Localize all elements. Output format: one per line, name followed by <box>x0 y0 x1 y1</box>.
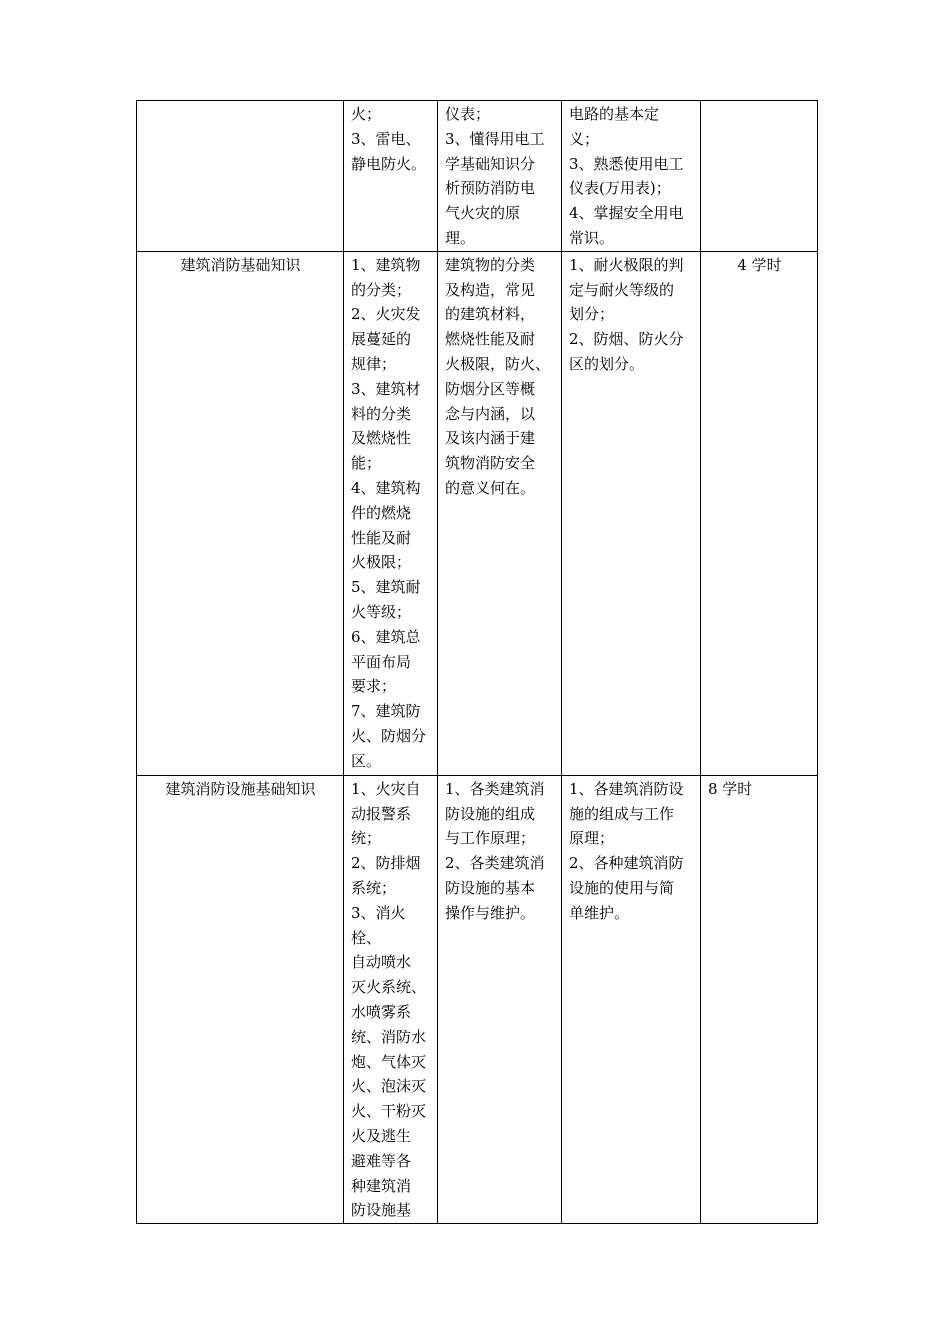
knowledge-cell: 建筑物的分类 及构造，常见 的建筑材料， 燃烧性能及耐 火极限，防火、 防烟分区等概 念与内涵，以 及该内涵于建 筑物消防安全 的意义何在。 <box>438 251 562 775</box>
skills-cell: 电路的基本定 义； 3、熟悉使用电工 仪表(万用表)； 4、掌握安全用电 常识。 <box>562 101 701 252</box>
skills-cell: 1、耐火极限的判 定与耐火等级的 划分； 2、防烟、防火分 区的划分。 <box>562 251 701 775</box>
topic-cell <box>137 101 344 252</box>
table-row <box>137 101 818 252</box>
hours-cell: 4 学时 <box>701 251 818 775</box>
content-cell: 火； 3、雷电、 静电防火。 <box>344 101 438 252</box>
content-cell: 1、建筑物 的分类； 2、火灾发 展蔓延的 规律； 3、建筑材 料的分类 及燃烧性 能； 4、建筑构 件的燃烧 性能及耐 火极限； 5、建筑耐 火等级； 6、建筑总 平面布局 要求； 7、建筑防 火、防烟分 区。 <box>344 251 438 775</box>
content-cell: 1、火灾自 动报警系 统； 2、防排烟 系统； 3、消火栓、 自动喷水 灭火系统、 水喷雾系 统、消防水 炮、气体灭 火、泡沫灭 火、干粉灭 火及逃生 避难等各 种建筑消 防设施基 <box>344 775 438 1223</box>
skills-cell: 1、各建筑消防设 施的组成与工作 原理； 2、各种建筑消防 设施的使用与简 单维护。 <box>562 775 701 1223</box>
hours-cell: 8 学时 <box>701 775 818 1223</box>
knowledge-cell: 1、各类建筑消 防设施的组成 与工作原理； 2、各类建筑消 防设施的基本 操作与维护。 <box>438 775 562 1223</box>
table-row <box>137 775 818 1223</box>
knowledge-cell: 仪表； 3、懂得用电工 学基础知识分 析预防消防电 气火灾的原 理。 <box>438 101 562 252</box>
syllabus-table <box>136 100 818 1224</box>
table-row <box>137 251 818 775</box>
hours-cell <box>701 101 818 252</box>
topic-cell: 建筑消防设施基础知识 <box>137 775 344 1223</box>
topic-cell: 建筑消防基础知识 <box>137 251 344 775</box>
